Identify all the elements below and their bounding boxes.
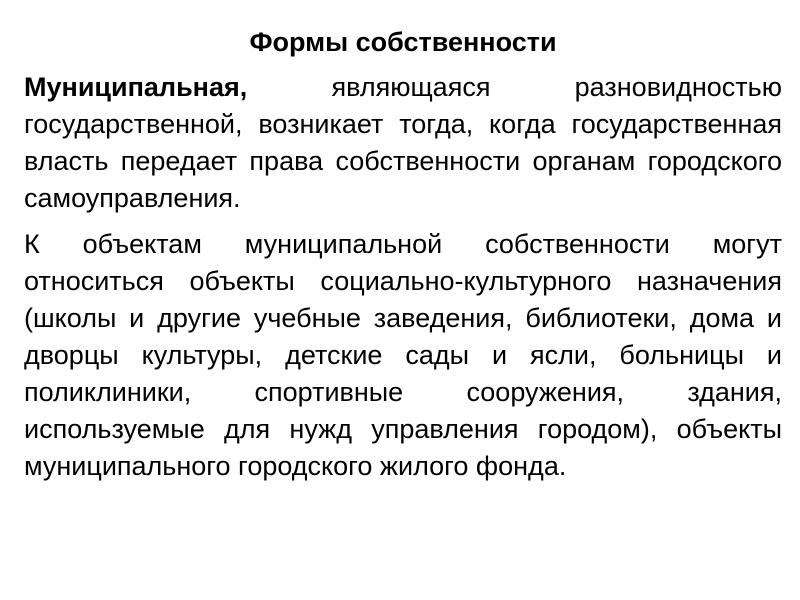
paragraph-municipal-objects: К объектам муниципальной собственности могут относиться объекты социально-культурного назначения (школы и другие учебные заведения, библиотеки, дома и дворцы культуры, детские сады и ясли, больницы и поликлиники, спортивные сооружения, здания, используемые для нужд управления городом), объекты муниципального городского жилого фонда.: [24, 229, 782, 481]
paragraph-lead-term: Муниципальная,: [24, 72, 248, 102]
paragraph-municipal-definition: [24, 69, 782, 217]
slide-title: Формы собственности: [249, 27, 557, 57]
paragraph-body-text: являющаяся разновидностью государственной, возникает тогда, когда государственная власть передает права собственности органам городского самоуправления.: [24, 72, 782, 213]
